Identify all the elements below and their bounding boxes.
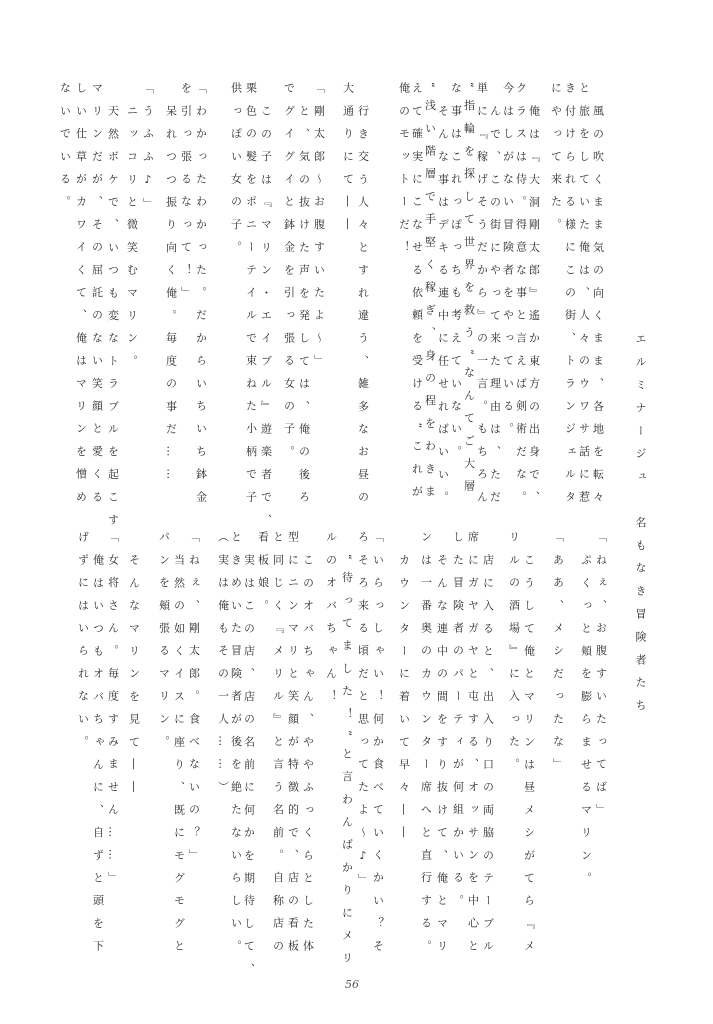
text-line: き付けられる様にこの街、トランジェルタ — [563, 82, 577, 514]
text-line: えて確実にこなせる依頼を受ける”これが — [410, 82, 424, 508]
text-line: クラスは侍。得意な事と言えば剣術だな。 — [514, 82, 528, 514]
text-line: ときめいた冒険者が後を絶たないらしい。 — [229, 531, 243, 963]
text-line: を引っ張るなって！」 — [179, 82, 193, 309]
text-line: 大通りにて―― — [341, 82, 355, 241]
text-line: でグイグイと鉢金を引っ張る女の子。 — [282, 82, 296, 468]
text-line: ぷくっと頬を膨らませるマリン。 — [579, 553, 593, 895]
text-line: した冒険者のパーティが何組かいる。 — [451, 531, 465, 917]
text-line: 風の吹くまま気の向くまま、各地を転々 — [591, 104, 605, 514]
text-line: 席にガヤガヤと屯する、オッサンを中心と — [466, 531, 480, 963]
text-line: マリンだが、その屈託のない笑顔と愛くる — [90, 82, 104, 514]
text-line: 俺は『大洞剛太郎』遙か東方の出身で、 — [527, 104, 541, 514]
text-line: んで、この街にやって来た理由は、ただ — [488, 104, 502, 514]
header-spacer — [634, 493, 647, 516]
text-line: 「うふふ♪」 — [141, 82, 155, 221]
text-line: 「わかったわかった。だからいちいち鉢金 — [194, 82, 208, 514]
series-title: エルミナージュ — [634, 333, 647, 494]
running-header — [634, 333, 646, 722]
text-line: 看板娘。 — [256, 531, 270, 622]
text-line: ルのオバちゃん！ — [324, 531, 338, 713]
text-line: そんなマリンを見て―― — [127, 553, 141, 804]
text-line: “浅い階層で手堅く稼ぎ、身の程をわきま — [423, 82, 437, 508]
text-line: 俺はいつもオバちゃんに、自ずと頭を下 — [91, 553, 105, 963]
text-line: ニッコリと微笑むマリン。 — [125, 104, 139, 378]
page-number: 56 — [345, 978, 359, 991]
text-line: げずにはいられない。 — [76, 531, 90, 758]
text-line: にやって来た。 — [549, 82, 563, 241]
text-line: 「いらっしゃい！何か食べていくかい？そ — [371, 531, 385, 963]
text-line: 「ああ、メシだったな」 — [551, 531, 565, 781]
text-line: 栗色の髪をポニーテイルで束ねた小柄で子 — [244, 82, 258, 514]
text-line: 天然ボケで、いつも変なトラブルを起こす — [106, 104, 120, 536]
text-line: この子は『マリン・エイブル』遊楽者で、 — [259, 104, 273, 536]
text-line: ないでいる。 — [58, 82, 72, 219]
text-line: 当然の如くイスに座り、既にモグモグと — [172, 553, 186, 963]
text-line: 「女将さん。毎度すみません……」 — [106, 531, 120, 895]
text-line: しい仕草がカワイくて、俺はマリンを憎め — [74, 82, 88, 514]
text-line: ろそろ来る頃だと思ってたよ〜♪」 — [356, 531, 370, 897]
text-line: な事はこれっぽっちも考えていない。 — [449, 82, 463, 468]
text-line: 型にニンマリと笑顔が特徴的で、店の看板 — [286, 531, 300, 963]
text-line: パンを頬張るマリン。 — [157, 531, 171, 758]
book-subtitle: 名もなき冒険者たち — [634, 516, 647, 723]
text-line: 「ねぇ、剛太郎。食べないの？」 — [187, 531, 201, 872]
text-line: 「剛太郎〜お腹すいたよ〜」 — [312, 82, 326, 378]
text-line: （実は俺もその一人……） — [216, 531, 230, 804]
text-line: ンは一番奥のカウンター席へと直行する。 — [419, 531, 433, 963]
text-line: と、気の抜けた声を発しては、俺の後ろ — [297, 104, 311, 514]
text-line: 「ねぇ、お腹すいたってば」 — [594, 531, 608, 827]
text-line: “待ってました！”と言わんばかりにメリ — [340, 553, 354, 975]
text-line: と同じく『メリル』と言う名前。自称店の — [271, 531, 285, 963]
text-line: このオバちゃん、ややふっくらとした体 — [301, 553, 315, 963]
text-line: 単に『稼げそうだから』の一言。もちろん — [475, 82, 489, 514]
text-line: こうして俺とマリンは昼メシがてら『メ — [522, 553, 536, 963]
text-line: 実はこの店、店の名前に何かを期待して、 — [242, 553, 256, 985]
text-line: リルの酒場』に入った。 — [507, 531, 521, 781]
text-line: と旅をしていた俺は、人々のウワサ話に惹 — [577, 82, 591, 514]
text-line: 呆れつつ振り向く俺。毎度の事だ…… — [164, 104, 178, 491]
text-line: カウンターに着いて早々―― — [397, 553, 411, 849]
text-line: 供っぽい女の子。 — [229, 82, 243, 264]
text-line: “指輪を探して世界を救う”なんてご大層 — [462, 82, 476, 503]
text-line: 行き交う人々とすれ違う、雑多なお昼の — [356, 104, 370, 514]
text-line: 今はしがない冒険者をやっている。 — [501, 82, 515, 446]
text-line: 店に入ると、出入り口の両脇のテーブル — [481, 553, 495, 963]
text-line: そんな連中の間をすり抜けて、俺とマリ — [435, 553, 449, 963]
text-line: そんな事はデキる連中に任せればいい。 — [436, 104, 450, 514]
text-line: 俺のモットーだ！ — [397, 82, 411, 264]
